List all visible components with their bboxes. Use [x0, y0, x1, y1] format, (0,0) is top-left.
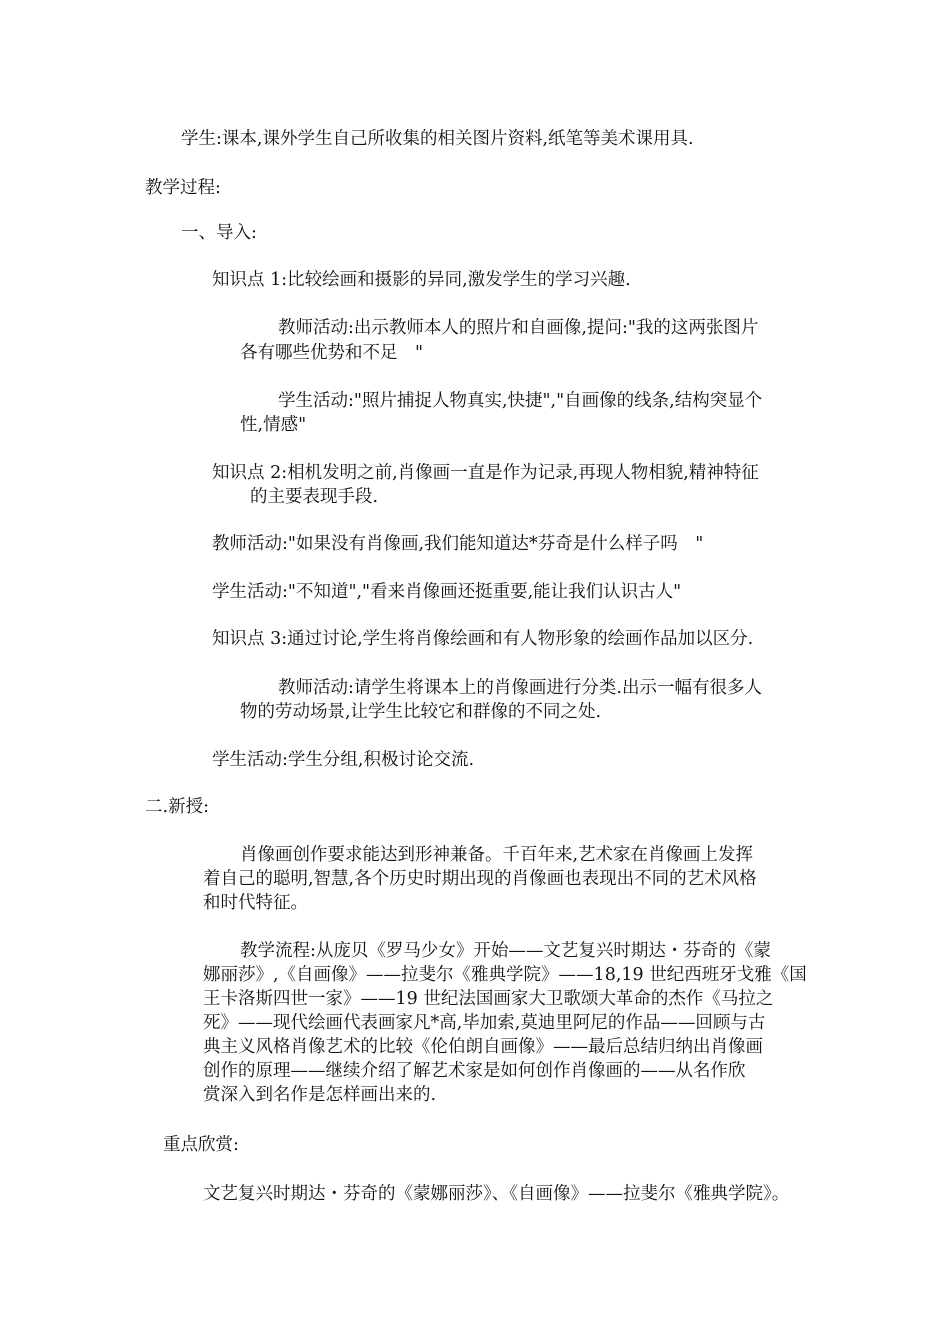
knowledge-point-1: 知识点 1:比较绘画和摄影的异同,激发学生的学习兴趣.: [212, 270, 631, 290]
materials-student: 学生:课本,课外学生自己所收集的相关图片资料,纸笔等美术课用具.: [181, 129, 694, 149]
para1-line: 和时代特征。: [203, 893, 308, 913]
focus-heading: 重点欣赏:: [163, 1135, 239, 1155]
knowledge-point-2-line1: 知识点 2:相机发明之前,肖像画一直是作为记录,再现人物相貌,精神特征: [212, 463, 759, 483]
knowledge-point-3: 知识点 3:通过讨论,学生将肖像绘画和有人物形象的绘画作品加以区分.: [212, 629, 754, 649]
kp2-student-activity: 学生活动:"不知道","看来肖像画还挺重要,能让我们认识古人": [212, 582, 682, 602]
para2-line: 王卡洛斯四世一家》——19 世纪法国画家大卫歌颂大革命的杰作《马拉之: [203, 989, 774, 1009]
kp2-teacher-activity: 教师活动:"如果没有肖像画,我们能知道达*芬奇是什么样子吗 ": [212, 534, 704, 554]
para2-line: 教学流程:从庞贝《罗马少女》开始——文艺复兴时期达・芬奇的《蒙: [240, 941, 771, 961]
kp1-teacher-activity-line2: 各有哪些优势和不足 ": [240, 343, 424, 363]
kp3-teacher-activity-line1: 教师活动:请学生将课本上的肖像画进行分类.出示一幅有很多人: [278, 678, 762, 698]
para2-line: 创作的原理——继续介绍了解艺术家是如何创作肖像画的——从名作欣: [203, 1061, 746, 1081]
para1-line: 着自己的聪明,智慧,各个历史时期出现的肖像画也表现出不同的艺术风格: [203, 869, 757, 889]
kp1-student-activity-line1: 学生活动:"照片捕捉人物真实,快捷","自画像的线条,结构突显个: [278, 391, 763, 411]
para1-line: 肖像画创作要求能达到形神兼备。千百年来,艺术家在肖像画上发挥: [240, 845, 754, 865]
kp1-teacher-activity-line1: 教师活动:出示教师本人的照片和自画像,提问:"我的这两张图片: [278, 318, 759, 338]
process-heading: 教学过程:: [145, 178, 221, 198]
kp3-student-activity: 学生活动:学生分组,积极讨论交流.: [212, 750, 475, 770]
para2-line: 赏深入到名作是怎样画出来的.: [203, 1085, 437, 1105]
kp3-teacher-activity-line2: 物的劳动场景,让学生比较它和群像的不同之处.: [240, 702, 602, 722]
para2-line: 娜丽莎》,《自画像》——拉斐尔《雅典学院》——18,19 世纪西班牙戈雅《国: [203, 965, 807, 985]
new-teaching-heading: 二.新授:: [145, 797, 209, 817]
intro-heading: 一、导入:: [181, 223, 257, 243]
focus-text: 文艺复兴时期达・芬奇的《蒙娜丽莎》、《自画像》——拉斐尔《雅典学院》。: [203, 1184, 790, 1204]
knowledge-point-2-line2: 的主要表现手段.: [250, 487, 379, 507]
para2-line: 死》——现代绘画代表画家凡*高,毕加索,莫迪里阿尼的作品——回顾与古: [203, 1013, 766, 1033]
para2-line: 典主义风格肖像艺术的比较《伦伯朗自画像》——最后总结归纳出肖像画: [203, 1037, 763, 1057]
kp1-student-activity-line2: 性,情感": [240, 415, 307, 435]
